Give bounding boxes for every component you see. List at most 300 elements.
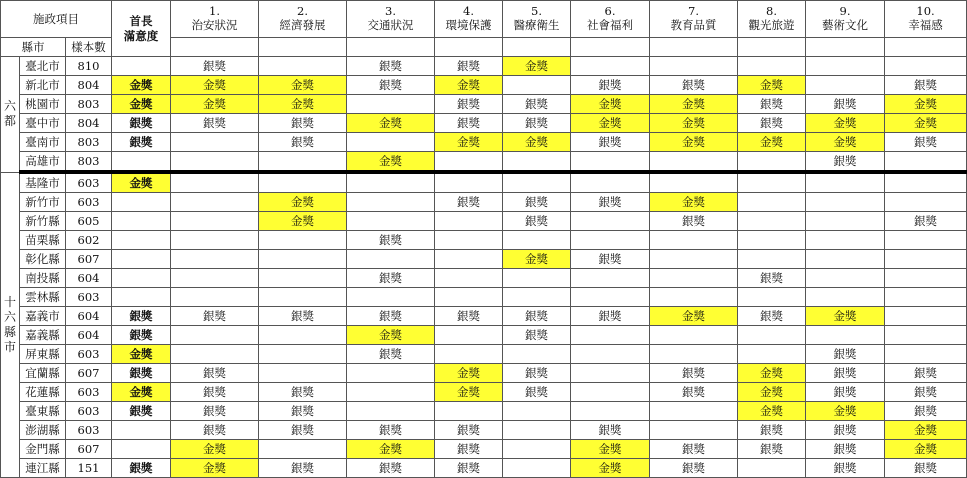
award-cell bbox=[435, 402, 503, 421]
award-cell bbox=[806, 212, 885, 231]
table-row bbox=[1, 212, 967, 231]
award-cell bbox=[885, 250, 967, 269]
city-name: 桃園市 bbox=[20, 95, 66, 114]
city-name: 花蓮縣 bbox=[20, 383, 66, 402]
award-cell: 金獎 bbox=[806, 402, 885, 421]
award-cell: 金獎 bbox=[806, 114, 885, 133]
head-satisfaction-award: 銀獎 bbox=[112, 326, 171, 345]
award-cell: 銀獎 bbox=[571, 250, 650, 269]
head-satisfaction-award: 銀獎 bbox=[112, 402, 171, 421]
city-name: 金門縣 bbox=[20, 440, 66, 459]
award-cell bbox=[571, 269, 650, 288]
header-row bbox=[1, 1, 967, 38]
award-cell bbox=[503, 152, 571, 173]
award-cell: 銀獎 bbox=[503, 95, 571, 114]
award-cell: 銀獎 bbox=[885, 402, 967, 421]
award-cell: 銀獎 bbox=[259, 133, 347, 152]
table-row bbox=[1, 95, 967, 114]
award-cell bbox=[806, 76, 885, 95]
award-cell bbox=[885, 288, 967, 307]
award-cell bbox=[738, 172, 806, 193]
award-cell: 金獎 bbox=[738, 383, 806, 402]
award-cell: 金獎 bbox=[806, 133, 885, 152]
award-cell: 銀獎 bbox=[347, 76, 435, 95]
table-row bbox=[1, 172, 967, 193]
award-cell bbox=[259, 250, 347, 269]
award-cell: 金獎 bbox=[738, 133, 806, 152]
award-cell: 銀獎 bbox=[738, 95, 806, 114]
award-cell: 金獎 bbox=[650, 193, 738, 212]
award-cell: 銀獎 bbox=[171, 114, 259, 133]
sample-size: 607 bbox=[66, 364, 112, 383]
city-name: 澎湖縣 bbox=[20, 421, 66, 440]
city-name: 高雄市 bbox=[20, 152, 66, 173]
award-cell bbox=[171, 193, 259, 212]
table-row bbox=[1, 57, 967, 76]
category-header: 6. 社會福利 bbox=[571, 1, 650, 38]
award-cell bbox=[885, 269, 967, 288]
city-name: 連江縣 bbox=[20, 459, 66, 478]
award-cell: 金獎 bbox=[885, 421, 967, 440]
award-cell bbox=[885, 57, 967, 76]
award-cell bbox=[738, 212, 806, 231]
table-row bbox=[1, 326, 967, 345]
award-cell bbox=[171, 231, 259, 250]
award-cell: 金獎 bbox=[171, 95, 259, 114]
award-cell: 銀獎 bbox=[650, 212, 738, 231]
table-row bbox=[1, 152, 967, 173]
sample-size: 602 bbox=[66, 231, 112, 250]
table-row bbox=[1, 269, 967, 288]
award-cell bbox=[806, 288, 885, 307]
award-cell bbox=[171, 326, 259, 345]
award-cell: 金獎 bbox=[571, 95, 650, 114]
award-cell bbox=[650, 269, 738, 288]
award-cell bbox=[650, 421, 738, 440]
award-cell bbox=[650, 288, 738, 307]
award-cell: 銀獎 bbox=[503, 114, 571, 133]
award-cell bbox=[650, 231, 738, 250]
head-satisfaction-award: 金獎 bbox=[112, 172, 171, 193]
award-cell bbox=[259, 440, 347, 459]
award-cell: 金獎 bbox=[435, 133, 503, 152]
award-cell: 金獎 bbox=[503, 57, 571, 76]
award-cell: 銀獎 bbox=[885, 76, 967, 95]
award-cell: 銀獎 bbox=[738, 269, 806, 288]
award-cell: 金獎 bbox=[347, 152, 435, 173]
award-cell: 金獎 bbox=[738, 402, 806, 421]
award-cell: 金獎 bbox=[571, 440, 650, 459]
category-header: 5. 醫療衛生 bbox=[503, 1, 571, 38]
award-cell: 金獎 bbox=[650, 114, 738, 133]
award-cell bbox=[435, 269, 503, 288]
city-name: 南投縣 bbox=[20, 269, 66, 288]
head-satisfaction-award: 銀獎 bbox=[112, 307, 171, 326]
award-cell bbox=[259, 57, 347, 76]
award-cell bbox=[347, 288, 435, 307]
award-cell: 金獎 bbox=[347, 440, 435, 459]
head-satisfaction-award: 金獎 bbox=[112, 345, 171, 364]
award-cell bbox=[503, 76, 571, 95]
award-cell bbox=[171, 133, 259, 152]
award-cell bbox=[347, 402, 435, 421]
head-satisfaction-award: 銀獎 bbox=[112, 114, 171, 133]
table-row bbox=[1, 231, 967, 250]
award-cell bbox=[806, 172, 885, 193]
award-cell: 銀獎 bbox=[503, 307, 571, 326]
award-cell bbox=[650, 152, 738, 173]
head-satisfaction-award: 銀獎 bbox=[112, 459, 171, 478]
table-row bbox=[1, 76, 967, 95]
city-name: 新竹市 bbox=[20, 193, 66, 212]
city-name: 雲林縣 bbox=[20, 288, 66, 307]
award-cell: 銀獎 bbox=[259, 307, 347, 326]
award-cell: 銀獎 bbox=[171, 402, 259, 421]
award-cell: 銀獎 bbox=[259, 421, 347, 440]
award-cell bbox=[571, 326, 650, 345]
head-satisfaction-award: 金獎 bbox=[112, 383, 171, 402]
table-row bbox=[1, 250, 967, 269]
city-name: 新竹縣 bbox=[20, 212, 66, 231]
award-cell: 金獎 bbox=[259, 212, 347, 231]
award-cell: 銀獎 bbox=[259, 459, 347, 478]
award-cell bbox=[885, 193, 967, 212]
award-cell: 銀獎 bbox=[435, 440, 503, 459]
award-cell bbox=[738, 326, 806, 345]
head-satisfaction-award bbox=[112, 421, 171, 440]
category-header: 4. 環境保護 bbox=[435, 1, 503, 38]
table-row bbox=[1, 459, 967, 478]
award-cell: 金獎 bbox=[650, 307, 738, 326]
award-cell: 銀獎 bbox=[347, 57, 435, 76]
award-cell: 銀獎 bbox=[347, 345, 435, 364]
award-cell bbox=[171, 345, 259, 364]
table-row bbox=[1, 133, 967, 152]
award-cell: 金獎 bbox=[885, 95, 967, 114]
city-name: 臺南市 bbox=[20, 133, 66, 152]
award-cell bbox=[571, 288, 650, 307]
table-row bbox=[1, 307, 967, 326]
city-name: 屏東縣 bbox=[20, 345, 66, 364]
head-satisfaction-award: 金獎 bbox=[112, 76, 171, 95]
award-cell bbox=[435, 288, 503, 307]
head-satisfaction-award: 銀獎 bbox=[112, 364, 171, 383]
award-cell: 金獎 bbox=[503, 250, 571, 269]
award-cell bbox=[503, 172, 571, 193]
award-cell: 金獎 bbox=[885, 114, 967, 133]
award-cell: 銀獎 bbox=[503, 326, 571, 345]
award-cell: 金獎 bbox=[347, 114, 435, 133]
city-name: 臺東縣 bbox=[20, 402, 66, 421]
award-cell bbox=[738, 459, 806, 478]
award-cell bbox=[259, 288, 347, 307]
city-name: 臺中市 bbox=[20, 114, 66, 133]
award-cell bbox=[885, 231, 967, 250]
award-cell: 銀獎 bbox=[806, 152, 885, 173]
category-header: 8. 觀光旅遊 bbox=[738, 1, 806, 38]
award-cell bbox=[171, 250, 259, 269]
award-cell: 金獎 bbox=[435, 383, 503, 402]
award-cell: 金獎 bbox=[171, 440, 259, 459]
city-name: 基隆市 bbox=[20, 172, 66, 193]
group-sixteen-counties: 十 六 縣 市 bbox=[1, 172, 20, 478]
award-cell bbox=[571, 345, 650, 364]
award-cell bbox=[503, 440, 571, 459]
award-cell bbox=[347, 383, 435, 402]
award-cell: 銀獎 bbox=[435, 114, 503, 133]
award-cell bbox=[738, 57, 806, 76]
award-cell: 銀獎 bbox=[503, 364, 571, 383]
sample-size: 603 bbox=[66, 421, 112, 440]
award-cell: 金獎 bbox=[347, 326, 435, 345]
award-cell bbox=[806, 193, 885, 212]
head-satisfaction-award bbox=[112, 193, 171, 212]
award-cell bbox=[885, 345, 967, 364]
award-cell: 金獎 bbox=[650, 95, 738, 114]
award-cell: 銀獎 bbox=[259, 383, 347, 402]
table-row bbox=[1, 383, 967, 402]
award-cell bbox=[806, 250, 885, 269]
sample-size: 804 bbox=[66, 76, 112, 95]
award-cell: 銀獎 bbox=[503, 212, 571, 231]
city-name: 臺北市 bbox=[20, 57, 66, 76]
award-cell: 銀獎 bbox=[571, 307, 650, 326]
award-cell: 銀獎 bbox=[571, 193, 650, 212]
category-header: 1. 治安狀況 bbox=[171, 1, 259, 38]
sample-size: 603 bbox=[66, 345, 112, 364]
head-satisfaction-award bbox=[112, 231, 171, 250]
award-cell bbox=[571, 231, 650, 250]
city-name: 嘉義市 bbox=[20, 307, 66, 326]
category-header: 2. 經濟發展 bbox=[259, 1, 347, 38]
award-cell bbox=[503, 345, 571, 364]
award-cell: 銀獎 bbox=[571, 133, 650, 152]
award-cell bbox=[650, 402, 738, 421]
award-cell bbox=[435, 231, 503, 250]
award-cell: 金獎 bbox=[503, 133, 571, 152]
award-cell bbox=[259, 172, 347, 193]
city-name: 彰化縣 bbox=[20, 250, 66, 269]
award-cell bbox=[571, 212, 650, 231]
award-cell: 銀獎 bbox=[259, 114, 347, 133]
award-cell bbox=[503, 269, 571, 288]
award-cell bbox=[259, 269, 347, 288]
award-cell: 銀獎 bbox=[738, 307, 806, 326]
award-cell bbox=[571, 152, 650, 173]
city-name: 苗栗縣 bbox=[20, 231, 66, 250]
table-row bbox=[1, 364, 967, 383]
award-cell: 銀獎 bbox=[650, 76, 738, 95]
award-cell: 銀獎 bbox=[806, 421, 885, 440]
award-cell: 銀獎 bbox=[347, 269, 435, 288]
award-cell: 金獎 bbox=[885, 440, 967, 459]
award-cell: 銀獎 bbox=[885, 133, 967, 152]
award-cell bbox=[347, 364, 435, 383]
award-cell: 金獎 bbox=[171, 76, 259, 95]
award-cell bbox=[650, 345, 738, 364]
policy-item-header: 施政項目 bbox=[1, 1, 112, 38]
sample-size: 605 bbox=[66, 212, 112, 231]
award-cell bbox=[171, 172, 259, 193]
table-row bbox=[1, 421, 967, 440]
award-cell bbox=[347, 133, 435, 152]
table-row bbox=[1, 345, 967, 364]
head-satisfaction-award bbox=[112, 57, 171, 76]
award-cell bbox=[806, 231, 885, 250]
award-cell: 銀獎 bbox=[650, 440, 738, 459]
award-cell bbox=[259, 326, 347, 345]
award-cell: 銀獎 bbox=[435, 57, 503, 76]
award-cell: 銀獎 bbox=[885, 459, 967, 478]
award-cell: 金獎 bbox=[571, 114, 650, 133]
table-row bbox=[1, 440, 967, 459]
award-cell: 金獎 bbox=[571, 459, 650, 478]
sample-size: 804 bbox=[66, 114, 112, 133]
award-cell bbox=[738, 288, 806, 307]
award-cell: 銀獎 bbox=[650, 364, 738, 383]
group-six-cities: 六 都 bbox=[1, 57, 20, 173]
award-cell: 銀獎 bbox=[806, 383, 885, 402]
award-cell: 銀獎 bbox=[259, 402, 347, 421]
award-cell bbox=[259, 231, 347, 250]
sample-size-header: 樣本數 bbox=[66, 38, 112, 57]
award-cell: 銀獎 bbox=[806, 345, 885, 364]
award-cell: 銀獎 bbox=[806, 95, 885, 114]
award-cell bbox=[503, 231, 571, 250]
sample-size: 607 bbox=[66, 250, 112, 269]
award-cell: 銀獎 bbox=[347, 421, 435, 440]
category-header: 3. 交通狀況 bbox=[347, 1, 435, 38]
award-cell bbox=[171, 288, 259, 307]
award-cell bbox=[738, 152, 806, 173]
award-cell: 金獎 bbox=[738, 76, 806, 95]
head-satisfaction-award bbox=[112, 440, 171, 459]
award-cell bbox=[435, 152, 503, 173]
award-cell: 銀獎 bbox=[171, 421, 259, 440]
award-cell: 銀獎 bbox=[171, 307, 259, 326]
award-cell bbox=[503, 288, 571, 307]
award-cell bbox=[259, 345, 347, 364]
award-cell: 金獎 bbox=[435, 364, 503, 383]
table-row bbox=[1, 288, 967, 307]
head-satisfaction-award: 金獎 bbox=[112, 95, 171, 114]
award-cell bbox=[738, 345, 806, 364]
award-cell: 銀獎 bbox=[806, 364, 885, 383]
award-cell: 金獎 bbox=[171, 459, 259, 478]
award-cell: 銀獎 bbox=[435, 459, 503, 478]
county-city-header: 縣市 bbox=[1, 38, 66, 57]
award-cell bbox=[347, 95, 435, 114]
city-name: 宜蘭縣 bbox=[20, 364, 66, 383]
award-cell: 銀獎 bbox=[650, 459, 738, 478]
sample-size: 604 bbox=[66, 269, 112, 288]
award-cell: 銀獎 bbox=[738, 114, 806, 133]
sample-size: 803 bbox=[66, 133, 112, 152]
award-cell: 銀獎 bbox=[435, 307, 503, 326]
head-satisfaction-award bbox=[112, 288, 171, 307]
award-cell bbox=[571, 402, 650, 421]
award-cell bbox=[571, 364, 650, 383]
award-cell: 銀獎 bbox=[171, 57, 259, 76]
table-row bbox=[1, 402, 967, 421]
award-cell bbox=[806, 326, 885, 345]
award-cell: 銀獎 bbox=[435, 95, 503, 114]
head-satisfaction-award bbox=[112, 212, 171, 231]
sample-size: 803 bbox=[66, 95, 112, 114]
award-cell bbox=[435, 326, 503, 345]
award-cell: 銀獎 bbox=[435, 193, 503, 212]
award-cell bbox=[503, 402, 571, 421]
award-cell bbox=[806, 269, 885, 288]
award-cell: 金獎 bbox=[806, 307, 885, 326]
award-cell bbox=[738, 193, 806, 212]
category-header: 10. 幸福感 bbox=[885, 1, 967, 38]
award-cell bbox=[259, 364, 347, 383]
award-cell bbox=[885, 152, 967, 173]
award-cell: 銀獎 bbox=[806, 440, 885, 459]
sample-size: 603 bbox=[66, 288, 112, 307]
table-row bbox=[1, 114, 967, 133]
sample-size: 151 bbox=[66, 459, 112, 478]
sample-size: 810 bbox=[66, 57, 112, 76]
award-cell bbox=[738, 250, 806, 269]
award-cell: 銀獎 bbox=[650, 383, 738, 402]
award-cell: 銀獎 bbox=[171, 383, 259, 402]
award-cell bbox=[347, 212, 435, 231]
award-cell: 銀獎 bbox=[347, 307, 435, 326]
award-cell bbox=[571, 383, 650, 402]
sample-size: 603 bbox=[66, 402, 112, 421]
award-cell: 銀獎 bbox=[503, 383, 571, 402]
award-cell: 金獎 bbox=[259, 76, 347, 95]
award-cell: 銀獎 bbox=[885, 212, 967, 231]
award-cell bbox=[650, 250, 738, 269]
category-header: 7. 教育品質 bbox=[650, 1, 738, 38]
award-cell bbox=[435, 172, 503, 193]
head-satisfaction-award bbox=[112, 250, 171, 269]
head-satisfaction-award: 銀獎 bbox=[112, 133, 171, 152]
award-cell: 銀獎 bbox=[806, 459, 885, 478]
award-cell bbox=[885, 307, 967, 326]
sample-size: 604 bbox=[66, 307, 112, 326]
category-header: 9. 藝術文化 bbox=[806, 1, 885, 38]
award-cell: 金獎 bbox=[435, 76, 503, 95]
award-cell bbox=[738, 231, 806, 250]
award-cell bbox=[259, 152, 347, 173]
head-satisfaction-header: 首長 滿意度 bbox=[112, 1, 171, 57]
award-cell: 銀獎 bbox=[738, 440, 806, 459]
award-cell bbox=[347, 172, 435, 193]
award-cell bbox=[171, 212, 259, 231]
award-cell: 銀獎 bbox=[347, 231, 435, 250]
award-cell bbox=[806, 57, 885, 76]
award-cell bbox=[650, 172, 738, 193]
award-cell: 銀獎 bbox=[885, 383, 967, 402]
award-cell bbox=[503, 421, 571, 440]
award-cell: 金獎 bbox=[738, 364, 806, 383]
award-cell: 銀獎 bbox=[885, 364, 967, 383]
award-cell bbox=[571, 57, 650, 76]
award-cell bbox=[650, 326, 738, 345]
award-cell: 銀獎 bbox=[571, 421, 650, 440]
award-cell bbox=[347, 250, 435, 269]
city-name: 嘉義縣 bbox=[20, 326, 66, 345]
award-cell: 銀獎 bbox=[435, 421, 503, 440]
award-cell bbox=[885, 172, 967, 193]
award-cell: 金獎 bbox=[259, 95, 347, 114]
sample-size: 603 bbox=[66, 193, 112, 212]
award-cell: 銀獎 bbox=[347, 459, 435, 478]
